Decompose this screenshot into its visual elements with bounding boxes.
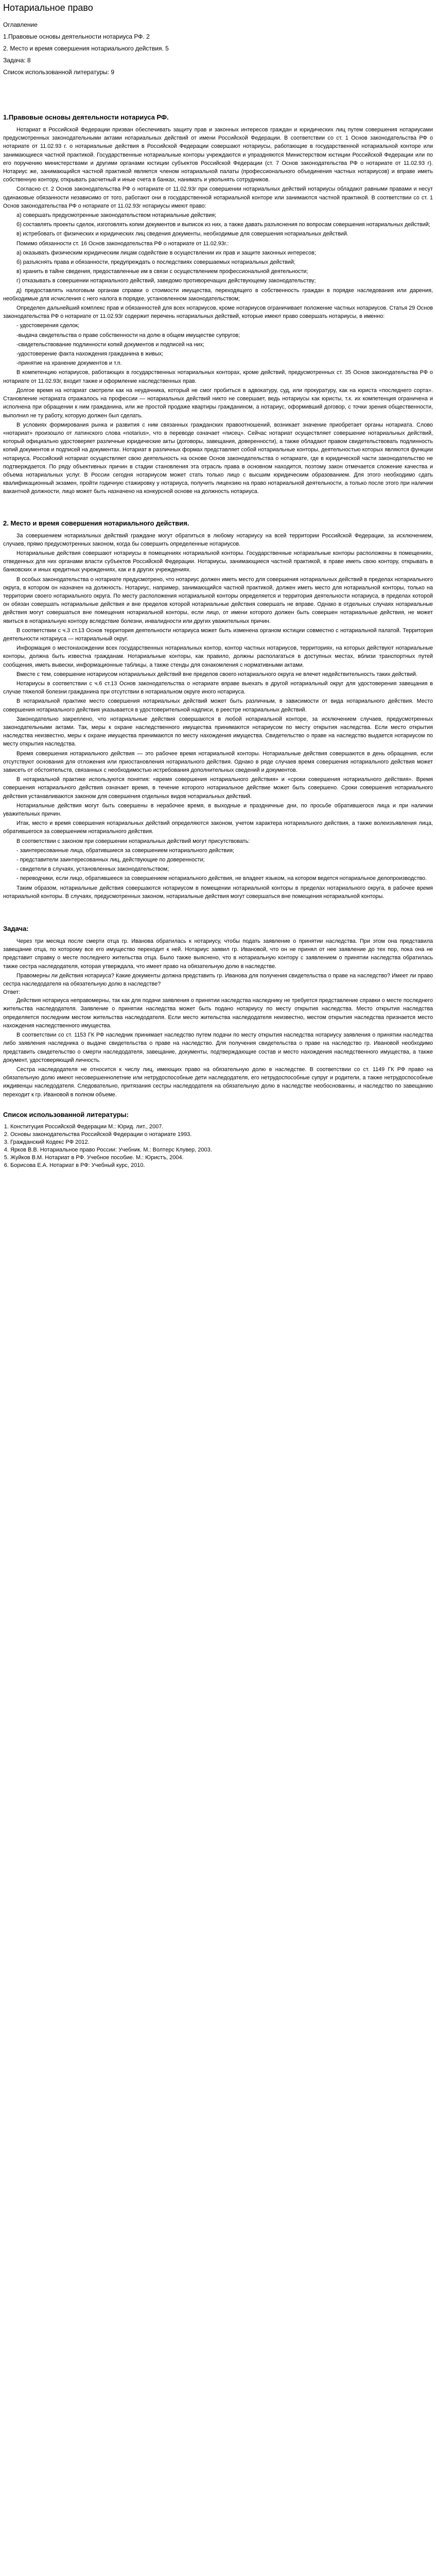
literature-item: 3. Гражданский Кодекс РФ 2012.: [10, 1139, 433, 1146]
paragraph: д) предоставлять налоговым органам справки о стоимости имущества, переходящего в собственность граждан в порядке наследования или дарения, необходимые для исчисления с него налога в порядке, установленном законодательством;: [3, 287, 433, 302]
paragraph: В особых законодательства о нотариате предусмотрено, что нотариус должен иметь место для совершения нотариальных действий в пределах нотариального округа, в котором он назначен на должность. Нотариус, например, занимающийся частной практикой, должен иметь место для нотариальной конторы, только на территории своего нотариального округа. По месту расположения нотариальной конторы определяется и территория деятельности нотариуса, в пределах которой он обязан совершать нотариальные действия и вне пределов которой нотариальные действия совершать не вправе. Однако в отдельных случаях нотариальные действия могут совершаться вне помещения нотариальной конторы, если лицо, от имени которого должен быть совершен нотариальные действия, не может явиться в нотариальную контору вследствие болезни, инвалидности или других уважительных причин.: [3, 576, 433, 624]
section-task: [3, 924, 433, 1099]
answer-label: Ответ:: [3, 989, 21, 996]
paragraph: За совершением нотариальных действий граждане могут обратиться в любому нотариусу на всей территории Российской Федерации, за исключением, случаев, прямо предусмотренных законом, когда бы совершить определенные нотариусов.: [3, 532, 433, 547]
paragraph: В соответствии с ч.3 ст.13 Основ территория деятельности нотариуса может быть изменена органом юстиции совместно с нотариальной палатой. Территория деятельности нотариуса — нотариальный округ.: [3, 627, 433, 642]
paragraph: Время совершения нотариального действия — это рабочее время нотариальной конторы. Нотариальные действия совершаются в день обращения, если отсутствуют основания для отложения или приостановления нотариального действия. Однако в ряде случаев время совершения нотариального действия может зависеть от обстоятельств, связанных с необходимостью истребования дополнительных сведений и документов.: [3, 750, 433, 774]
toc-item[interactable]: 1.Правовые основы деятельности нотариуса РФ. 2: [3, 33, 150, 40]
paragraph: б) составлять проекты сделок, изготовлять копии документов и выписок из них, а также давать разъяснения по вопросам совершения нотариальных действий;: [16, 222, 430, 228]
paragraph: в) хранить в тайне сведения, предоставленные им в связи с осуществлением профессиональной деятельности;: [16, 268, 308, 275]
paragraph: г) отказывать в совершении нотариального действий, заведомо противоречащих действующему законодательству;: [16, 278, 316, 284]
document-page: [3, 2, 433, 2576]
paragraph: Таким образом, нотариальные действия совершаются нотариусом в помещении нотариальной конторы в пределах нотариального округа, в рабочее время нотариальной конторы. В случаях, предусмотренных законом, нотариальные действия могут совершаться вне помещения нотариальной конторы.: [3, 885, 433, 900]
section-heading: 1.Правовые основы деятельности нотариуса РФ.: [3, 113, 169, 121]
section-literature: [3, 1110, 433, 1170]
paragraph: -удостоверение факта нахождения гражданина в живых;: [16, 351, 164, 358]
paragraph: В нотариальной практике используются понятия: «время совершения нотариального действия» и «сроки совершения нотариального действия». Время совершения нотариального действия означает время, в течение которого нотариальное действие может быть совершено. Сроки совершения нотариального действия устанавливаются законом для совершения отдельных видов нотариальных действий.: [3, 776, 433, 800]
toc-item[interactable]: Список использованной литературы: 9: [3, 69, 115, 76]
paragraph: Нотариальные действия могут быть совершены в нерабочее время, в выходные и праздничные дни, по просьбе обратившегося лица и при наличии уважительных причин.: [3, 802, 433, 818]
paragraph: Долгое время на нотариат смотрели как на неудачника, который не смог пробиться в адвокатуру, суд, или прокуратуру, как на юриста «последнего сорта». Становление нотариата отражалось на профессии — нотариальных действий никто не совершает, ведь нотариусы как юристы, т.к. их компетенция ограничена и исполнена при обращении к ним гражданина, или же простой продаже квартиры гражданином, а нотариус, оформивший договор, с точки зрения общественности, выполнил не ту работу, которую должен был сделать.: [3, 387, 433, 419]
section-heading: 2. Место и время совершения нотариального действия.: [3, 519, 189, 527]
paragraph: в) истребовать от физических и юридических лиц сведения документы, необходимые для совершения нотариальных действий.: [16, 231, 348, 238]
task-body: [3, 937, 433, 988]
answer-body: [3, 996, 433, 1098]
toc-heading: Оглавление: [3, 21, 38, 28]
paragraph: Сестра наследодателя не относится к числу лиц, имеющих право на обязательную долю в наследстве. В соответствии со ст. 1149 ГК РФ право на обязательную долю имеют несовершеннолетние или нетрудоспособные дети наследодателя, его нетрудоспособные супруг и родители, а также нетрудоспособные иждивенцы наследодателя. Следовательно, притязания сестры наследодателя на обязательную долю в наследстве необоснованны, и наследство по завещанию переходит к гр. Ивановой в полном объеме.: [3, 1066, 433, 1098]
paragraph: Нотариат в Российской Федерации призван обеспечивать защиту прав и законных интересов граждан и юридических лиц путем совершения нотариусами предусмотренных законодательными актами нотариальных действий от имени Российской Федерации. В соответствии со ст. 1 Основ законодательства РФ о нотариате от 11.02.93 г. о нотариальные действия в Российской Федерации совершают нотариусы, работающие в государственной нотариальной конторе или занимающиеся частной практикой. Государственные нотариальные конторы учреждаются и упраздняются Министерством юстиции Российской Федерации или по его поручению министерствами и другими органами юстиции субъектов Российской Федерации (ст. 7 Основ законодательства РФ о нотариате от 11.02.93 г). Нотариус же, занимающийся частной практикой является членом нотариальной палаты (профессионального объединения частных нотариусов) и вправе иметь собственную контору, открывать расчетный и иные счета в банках, нанимать и увольнять сотрудников.: [3, 127, 433, 183]
paragraph: - удостоверения сделок;: [16, 323, 80, 329]
task-heading: Задача:: [3, 925, 29, 933]
paragraph: -принятие на хранение документов и т.п.: [16, 360, 122, 367]
paragraph: Действия нотариуса неправомерны, так как для подачи заявления о принятии наследства наследнику не требуется представление справки о месте последнего жительства наследодателя. Заявление о принятии наследства может быть подано нотариусу по месту открытия наследства. Место открытия наследства определяется последним местом жительства наследодателя. Если место жительства наследодателя неизвестно, местом открытия наследства признается место нахождения наследственного имущества.: [3, 997, 433, 1029]
paragraph: Информация о местонахождении всех государственных нотариальных контор, контор частных нотариусов, территориях, на которых действуют нотариальные конторы, должна быть известна гражданам. Нотариальные конторы, как правило, должны располагаться в доступных местах, вблизи транспортных путей сообщения, иметь вывески, информационные таблицы, а также стенды для ознакомления с нормативными актами.: [3, 645, 433, 668]
literature-item: 2. Основы законодательства Российской Федерации о нотариате 1993.: [10, 1131, 433, 1139]
paragraph: Согласно ст. 2 Основ законодательства РФ о нотариате от 11.02.93г при совершении нотариальных действий нотариусы обладают равными правами и несут одинаковые обязанности независимо от того, работают они в государственной нотариальной конторе или занимаются частной практикой. В соответствии со ст. 1 Основ законодательства РФ о нотариате от 11.02.93г нотариусы имеют право:: [3, 186, 433, 209]
literature-item: 6. Борисова Е.А. Нотариат в РФ: Учебный курс, 2010.: [10, 1162, 433, 1170]
paragraph: Вместе с тем, совершение нотариусом нотариальных действий вне пределов своего нотариального округа не влечет недействительность таких действий.: [16, 671, 417, 677]
paragraph: - переводчики, если лицо, обратившееся за совершением нотариального действия, не владеет языком, на котором ведется нотариальное делопроизводство.: [16, 875, 427, 882]
document-title: Нотариальное право: [3, 3, 93, 13]
paragraph: Итак, место и время совершения нотариальных действий определяются законом, учетом характера нотариального действия, а также волеизъявления лица, обратившегося за совершением нотариального действия.: [3, 820, 433, 835]
paragraph: В нотариальной практике место совершения нотариальных действий может быть различным, в зависимости от вида нотариального действия. Место совершения нотариального действия указывается в удостоверительной надписи, в реестре нотариальных действий.: [3, 698, 433, 713]
paragraph: а) совершать предусмотренные законодательством нотариальные действия;: [16, 212, 217, 219]
section-body: [3, 126, 433, 496]
paragraph: Нотариусы в соответствии с ч.6 ст.13 Основ законодательства о нотариате вправе выехать в другой нотариальный округ для удостоверения завещания в случае тяжелой болезни гражданина при отсутствии в нотариальном округе иного нотариуса.: [3, 680, 433, 696]
literature-heading: Список использованной литературы:: [3, 1110, 129, 1118]
paragraph: Помимо обязанности ст. 16 Основ законодательства РФ о нотариате от 11.02.93г.:: [16, 240, 229, 247]
toc-item[interactable]: Задача: 8: [3, 57, 31, 64]
paragraph: В условиях формирования рынка и развития с ним связанных гражданских правоотношений, возникает значение приобретает органы нотариата. Слово «нотариат» произошло от латинского слова «notarius», что в переводе означает «писец». Сейчас нотариат осуществляет совершение нотариальных действий, который официально удостоверяет различные юридические акты (договоры, завещания, доверенности), а также обладают правом свидетельствовать подлинность копий документов и подписей на документах. Нотариат в различных формах представляет собой нотариальные конторы, деятельностью которых являются функции нотариуса. Российский нотариат осуществляет свою деятельность на основе Основ законодательства о нотариате, где в юридической части законодательство не подтверждается. По ряду объективных причин в стадии становления эта отрасль права в основном находится, поэтому закон отмечается сложение качества и объема нотариальных услуг. В России сегодня нотариусом может стать только лицо с высшим юридическим образованием. Для этого необходимо сдать квалификационный экзамен, пройти годичную стажировку у нотариуса, получить лицензию на право нотариальной деятельности, а только после этого при наличии вакантной должности, лицо может быть назначено на конкурсной основе на должность нотариуса.: [3, 421, 433, 495]
paragraph: - представители заинтересованных лиц, действующие по доверенности;: [16, 857, 205, 863]
paragraph: -свидетельствование подлинности копий документов и подписей на них;: [16, 341, 204, 348]
literature-list: [3, 1123, 433, 1170]
literature-item: 1. Конституция Российской Федерации М.: Юрид. лит., 2007.: [10, 1123, 433, 1131]
table-of-contents: [3, 21, 433, 77]
literature-item: 5. Жуйков В.М. Нотариат в РФ. Учебное пособие. М.: Юристъ, 2004.: [10, 1154, 433, 1162]
paragraph: - заинтересованные лица, обратившиеся за совершением нотариального действия;: [16, 847, 235, 854]
toc-item[interactable]: 2. Место и время совершения нотариального действия. 5: [3, 45, 169, 52]
paragraph: а) оказывать физическим юридическим лицам содействие в осуществлении их прав и защите законных интересов;: [16, 249, 316, 256]
paragraph: - свидетели в случаях, установленных законодательством;: [16, 866, 169, 873]
paragraph: Определен дальнейший комплекс прав и обязанностей для всех нотариусов, кроме нотариусов ограничивает положение частных нотариусов. Статья 29 Основ законодательства РФ о нотариате от 11.02.93г содержит перечень нотариальных действий, которые имеют право совершать нотариусы, в именно:: [3, 305, 433, 320]
paragraph: В соответствии со ст. 1153 ГК РФ наследник принимает наследство путем подачи по месту открытия наследства нотариусу заявления о принятии наследства либо заявления наследника о выдаче свидетельства о праве на наследство. Для получения свидетельства о праве на наследство гр. Ивановой необходимо представить свидетельство о смерти наследодателя, завещание, документы, подтверждающие состав и место нахождения наследственного имущества, а также документ, удостоверяющий личность.: [3, 1032, 433, 1063]
paragraph: Правомерны ли действия нотариуса? Какие документы должна представить гр. Иванова для получения свидетельства о праве на наследство? Имеет ли право сестра наследодателя на обязательную долю в наследстве?: [3, 972, 433, 988]
paragraph: Нотариальные действия совершают нотариусы в помещениях нотариальной конторы. Государственные нотариальные конторы расположены в помещениях, отведенных для них органами власти субъектов Российской Федерации. Нотариусы, занимающиеся частной практикой, в праве иметь свою контору, открывать в банковских и иных кредитных учреждениях, как и в других учреждениях.: [3, 550, 433, 573]
paragraph: -выдача свидетельства о праве собственности на долю в общем имуществе супругов;: [16, 332, 240, 338]
paragraph: В компетенцию нотариусов, работающих в государственных нотариальных конторах, кроме действий, предусмотренных ст. 35 Основ законодательства РФ о нотариате от 11.02.93г, входит также и оформление наследственных прав.: [3, 369, 433, 384]
section-legal-foundations: [3, 113, 433, 496]
paragraph: Законодательно закреплено, что нотариальные действия совершаются в любой нотариальной конторе, за исключением случаев, предусмотренных законодательными актами. Так, меры к охране наследственного имущества принимаются нотариусом по месту открытия наследства. Если место открытия наследства неизвестно, меры к охране имущества принимаются по месту нахождения имущества. Свидетельство о праве на наследство выдается нотариусом по месту открытия наследства.: [3, 716, 433, 748]
paragraph: В соответствии с законом при совершении нотариальных действий могут присутствовать:: [16, 838, 250, 844]
section-body: [3, 532, 433, 901]
section-place-and-time: [3, 519, 433, 901]
paragraph: б) разъяснять права и обязанности, предупреждать о последствиях совершаемых нотариальных действий;: [16, 259, 295, 266]
paragraph: Через три месяца после смерти отца гр. Иванова обратилась к нотариусу, чтобы подать заявление о принятии наследства. При этом она представила завещание отца, по которому все его имущество переходит к ней. Нотариус заявил гр. Ивановой, что он не принял от нее заявление до тех пор, пока она не представит справку о месте последнего жительства отца. Было также выяснено, что в нотариальную контору с заявлением о принятии наследства обратилась также сестра наследодателя, которая утверждала, что имеет право на обязательную долю в наследстве.: [3, 938, 433, 970]
literature-item: 4. Ярков В.В. Нотариальное право России: Учебник. М.: Волтерс Клувер, 2003.: [10, 1146, 433, 1154]
